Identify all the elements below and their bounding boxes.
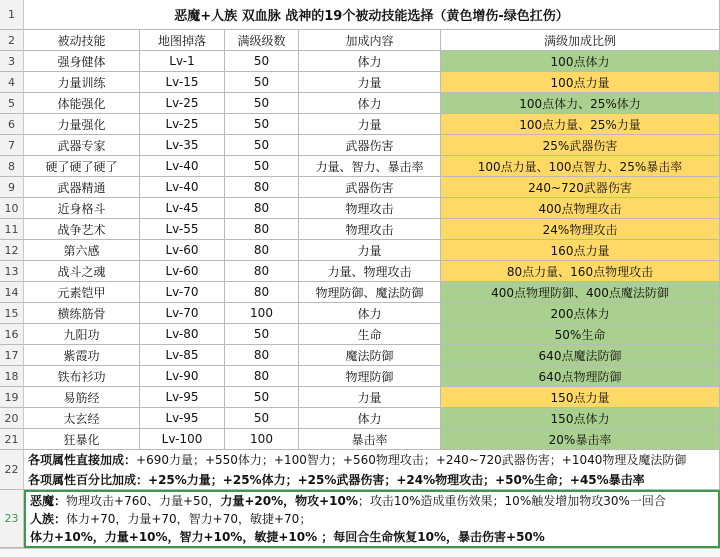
row-number[interactable]: 8 — [0, 156, 24, 177]
cell-bonus[interactable]: 武器伤害 — [299, 135, 441, 156]
row-number[interactable]: 20 — [0, 408, 24, 429]
cell-drop[interactable]: Lv-80 — [140, 324, 225, 345]
summary-percent-text: +25%力量；+25%体力；+25%武器伤害；+24%物理攻击；+50%生命；+45%暴击率 — [148, 472, 645, 487]
cell-skill[interactable]: 武器精通 — [24, 177, 140, 198]
cell-level[interactable]: 50 — [225, 324, 299, 345]
row-number[interactable]: 13 — [0, 261, 24, 282]
cell-level[interactable]: 50 — [225, 408, 299, 429]
title-row — [0, 0, 720, 30]
cell-level[interactable]: 50 — [225, 93, 299, 114]
header-level[interactable]: 满级级数 — [225, 30, 299, 51]
cell-level[interactable]: 50 — [225, 72, 299, 93]
cell-value[interactable]: 100点体力、25%体力 — [441, 93, 720, 114]
demon-text-a: 物理攻击+760、力量+50， — [66, 494, 221, 508]
header-bonus[interactable]: 加成内容 — [299, 30, 441, 51]
row-number[interactable]: 14 — [0, 282, 24, 303]
cell-drop[interactable]: Lv-95 — [140, 387, 225, 408]
cell-bonus[interactable]: 暴击率 — [299, 429, 441, 450]
cell-level[interactable]: 80 — [225, 240, 299, 261]
table-row — [0, 240, 720, 261]
cell-drop[interactable]: Lv-55 — [140, 219, 225, 240]
cell-skill[interactable]: 第六感 — [24, 240, 140, 261]
cell-bonus[interactable]: 力量 — [299, 240, 441, 261]
cell-skill[interactable]: 强身健体 — [24, 51, 140, 72]
table-row — [0, 198, 720, 219]
cell-skill[interactable]: 武器专家 — [24, 135, 140, 156]
row-number[interactable]: 12 — [0, 240, 24, 261]
cell-skill[interactable]: 力量训练 — [24, 72, 140, 93]
row-number[interactable]: 2 — [0, 30, 24, 51]
cell-skill[interactable]: 太玄经 — [24, 408, 140, 429]
row-number[interactable]: 5 — [0, 93, 24, 114]
table-row — [0, 72, 720, 93]
header-drop[interactable]: 地图掉落 — [140, 30, 225, 51]
row-number[interactable]: 22 — [0, 450, 24, 490]
cell-skill[interactable]: 易筋经 — [24, 387, 140, 408]
cell-bonus[interactable]: 魔法防御 — [299, 345, 441, 366]
bloodline-line3: 体力+10%，力量+10%，智力+10%，敏捷+10% ；每回合生命恢复10%，暴击伤害+50% — [30, 530, 545, 544]
table-row — [0, 366, 720, 387]
cell-bonus[interactable]: 体力 — [299, 303, 441, 324]
cell-bonus[interactable]: 物理防御、魔法防御 — [299, 282, 441, 303]
cell-skill[interactable]: 力量强化 — [24, 114, 140, 135]
table-row — [0, 429, 720, 450]
cell-level[interactable]: 80 — [225, 282, 299, 303]
row-number[interactable]: 17 — [0, 345, 24, 366]
table-row — [0, 387, 720, 408]
cell-bonus[interactable]: 物理攻击 — [299, 219, 441, 240]
human-label: 人族： — [30, 512, 67, 526]
row-number[interactable]: 6 — [0, 114, 24, 135]
cell-level[interactable]: 100 — [225, 303, 299, 324]
table-row — [0, 177, 720, 198]
cell-value[interactable]: 150点体力 — [441, 408, 720, 429]
cell-bonus[interactable]: 体力 — [299, 51, 441, 72]
cell-level[interactable]: 50 — [225, 387, 299, 408]
cell-drop[interactable]: Lv-40 — [140, 156, 225, 177]
cell-drop[interactable]: Lv-15 — [140, 72, 225, 93]
row-number[interactable]: 19 — [0, 387, 24, 408]
header-value[interactable]: 满级加成比例 — [441, 30, 720, 51]
cell-value[interactable]: 20%暴击率 — [441, 429, 720, 450]
cell-value[interactable]: 100点体力 — [441, 51, 720, 72]
row-number[interactable]: 3 — [0, 51, 24, 72]
row-number[interactable]: 15 — [0, 303, 24, 324]
cell-skill[interactable]: 铁布衫功 — [24, 366, 140, 387]
sheet-title[interactable]: 恶魔+人族 双血脉 战神的19个被动技能选择（黄色增伤-绿色扛伤） — [24, 0, 720, 30]
row-number[interactable]: 23 — [0, 490, 24, 548]
cell-bonus[interactable]: 体力 — [299, 93, 441, 114]
cell-value[interactable]: 100点力量、25%力量 — [441, 114, 720, 135]
cell-value[interactable]: 400点物理攻击 — [441, 198, 720, 219]
cell-drop[interactable]: Lv-25 — [140, 93, 225, 114]
row-number[interactable]: 1 — [0, 0, 24, 30]
cell-value[interactable]: 200点体力 — [441, 303, 720, 324]
row-number[interactable]: 10 — [0, 198, 24, 219]
cell-drop[interactable]: Lv-90 — [140, 366, 225, 387]
cell-bonus[interactable]: 武器伤害 — [299, 177, 441, 198]
cell-drop[interactable]: Lv-60 — [140, 261, 225, 282]
summary-direct-label: 各项属性直接加成： — [28, 452, 137, 467]
table-row — [0, 261, 720, 282]
cell-value[interactable]: 240~720武器伤害 — [441, 177, 720, 198]
cell-value[interactable]: 100点力量 — [441, 72, 720, 93]
cell-level[interactable]: 50 — [225, 135, 299, 156]
cell-skill[interactable]: 横练筋骨 — [24, 303, 140, 324]
cell-skill[interactable]: 紫霞功 — [24, 345, 140, 366]
cell-bonus[interactable]: 力量 — [299, 72, 441, 93]
cell-bonus[interactable]: 物理攻击 — [299, 198, 441, 219]
cell-bonus[interactable]: 体力 — [299, 408, 441, 429]
cell-bonus[interactable]: 力量、物理攻击 — [299, 261, 441, 282]
cell-bonus[interactable]: 物理防御 — [299, 366, 441, 387]
cell-value[interactable]: 150点力量 — [441, 387, 720, 408]
cell-level[interactable]: 50 — [225, 114, 299, 135]
cell-value[interactable]: 160点力量 — [441, 240, 720, 261]
cell-bonus[interactable]: 力量 — [299, 114, 441, 135]
cell-value[interactable]: 24%物理攻击 — [441, 219, 720, 240]
table-row — [0, 156, 720, 177]
cell-level[interactable]: 50 — [225, 51, 299, 72]
cell-drop[interactable]: Lv-60 — [140, 240, 225, 261]
cell-drop[interactable]: Lv-45 — [140, 198, 225, 219]
cell-value[interactable]: 400点物理防御、400点魔法防御 — [441, 282, 720, 303]
bloodline-row — [0, 490, 720, 548]
demon-label: 恶魔： — [30, 494, 67, 508]
demon-text-b: ；攻击10%造成重伤效果；10%触发增加物攻30%一回合 — [357, 494, 666, 508]
cell-bonus[interactable]: 力量 — [299, 387, 441, 408]
cell-skill[interactable]: 近身格斗 — [24, 198, 140, 219]
cell-drop[interactable]: Lv-25 — [140, 114, 225, 135]
cell-skill[interactable]: 狂暴化 — [24, 429, 140, 450]
row-number[interactable]: 7 — [0, 135, 24, 156]
bloodline-cell[interactable] — [24, 490, 720, 548]
table-row — [0, 93, 720, 114]
cell-bonus[interactable]: 生命 — [299, 324, 441, 345]
cell-skill[interactable]: 九阳功 — [24, 324, 140, 345]
table-row — [0, 135, 720, 156]
summary-row — [0, 450, 720, 490]
table-row — [0, 324, 720, 345]
summary-cell[interactable] — [24, 450, 720, 490]
cell-level[interactable]: 80 — [225, 366, 299, 387]
table-row — [0, 114, 720, 135]
cell-level[interactable]: 80 — [225, 345, 299, 366]
human-text: 体力+70，力量+70，智力+70，敏捷+70； — [66, 512, 312, 526]
cell-skill[interactable]: 战斗之魂 — [24, 261, 140, 282]
cell-level[interactable]: 100 — [225, 429, 299, 450]
cell-skill[interactable]: 体能强化 — [24, 93, 140, 114]
header-skill[interactable]: 被动技能 — [24, 30, 140, 51]
cell-value[interactable]: 50%生命 — [441, 324, 720, 345]
cell-value[interactable]: 640点物理防御 — [441, 366, 720, 387]
cell-drop[interactable]: Lv-100 — [140, 429, 225, 450]
table-row — [0, 51, 720, 72]
table-row — [0, 345, 720, 366]
demon-bold: 力量+20%，物攻+10% — [220, 494, 358, 508]
cell-drop[interactable]: Lv-70 — [140, 303, 225, 324]
row-number[interactable]: 16 — [0, 324, 24, 345]
cell-drop[interactable]: Lv-85 — [140, 345, 225, 366]
table-row — [0, 219, 720, 240]
row-number[interactable]: 18 — [0, 366, 24, 387]
row-number[interactable]: 4 — [0, 72, 24, 93]
cell-drop[interactable]: Lv-35 — [140, 135, 225, 156]
table-row — [0, 282, 720, 303]
cell-drop[interactable]: Lv-70 — [140, 282, 225, 303]
table-row — [0, 408, 720, 429]
cell-value[interactable]: 640点魔法防御 — [441, 345, 720, 366]
cell-level[interactable]: 80 — [225, 198, 299, 219]
cell-drop[interactable]: Lv-40 — [140, 177, 225, 198]
cell-drop[interactable]: Lv-1 — [140, 51, 225, 72]
cell-value[interactable]: 100点力量、100点智力、25%暴击率 — [441, 156, 720, 177]
cell-bonus[interactable]: 力量、智力、暴击率 — [299, 156, 441, 177]
cell-value[interactable]: 80点力量、160点物理攻击 — [441, 261, 720, 282]
cell-level[interactable]: 80 — [225, 261, 299, 282]
row-number[interactable]: 11 — [0, 219, 24, 240]
cell-level[interactable]: 50 — [225, 156, 299, 177]
row-number[interactable]: 9 — [0, 177, 24, 198]
header-row — [0, 30, 720, 51]
cell-skill[interactable]: 硬了硬了硬了 — [24, 156, 140, 177]
cell-level[interactable]: 80 — [225, 219, 299, 240]
row-number[interactable]: 21 — [0, 429, 24, 450]
cell-skill[interactable]: 战争艺术 — [24, 219, 140, 240]
cell-drop[interactable]: Lv-95 — [140, 408, 225, 429]
cell-level[interactable]: 80 — [225, 177, 299, 198]
summary-percent-label: 各项属性百分比加成： — [28, 472, 149, 487]
cell-value[interactable]: 25%武器伤害 — [441, 135, 720, 156]
cell-skill[interactable]: 元素铠甲 — [24, 282, 140, 303]
summary-direct-text: +690力量；+550体力；+100智力；+560物理攻击；+240~720武器伤害；+1040物理及魔法防御 — [136, 452, 687, 467]
table-row — [0, 303, 720, 324]
